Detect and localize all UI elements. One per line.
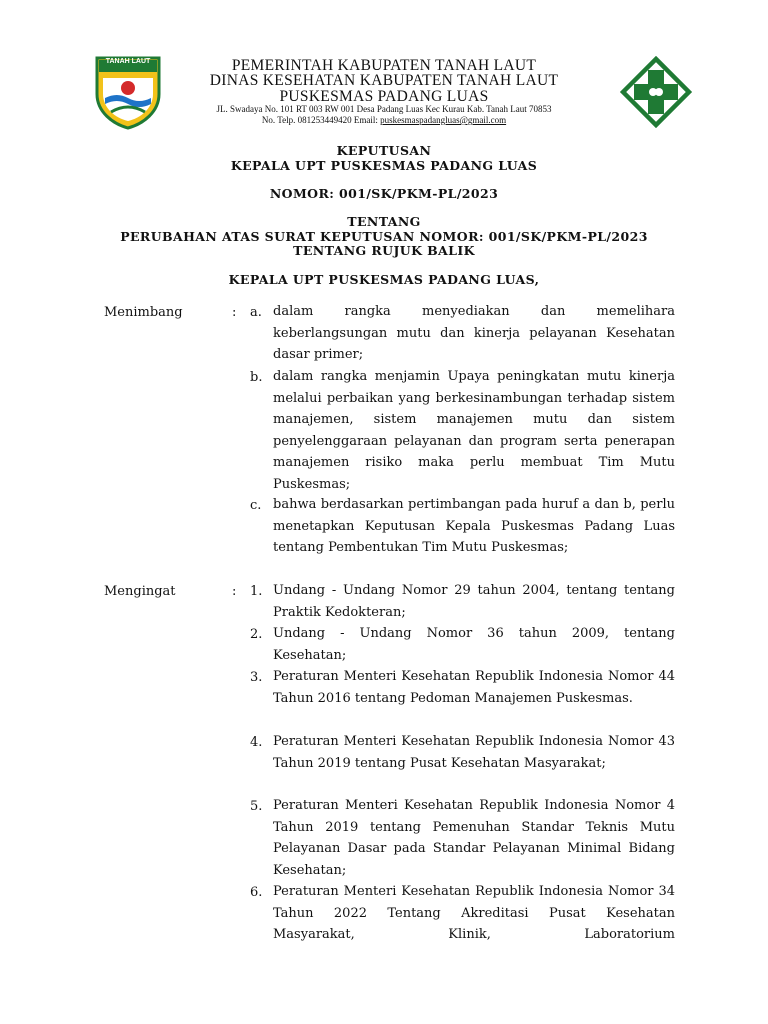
mengingat-mark-4: 4.: [250, 735, 263, 750]
doc-subject-1: PERUBAHAN ATAS SURAT KEPUTUSAN NOMOR: 001/SK/PKM-PL/2023: [120, 229, 648, 244]
menimbang-item-a: dalam rangka menyediakan dan memelihara keberlangsungan mutu dan kinerja pelayanan Kesehatan dasar primer;: [273, 304, 675, 362]
menimbang-item-b: dalam rangka menjamin Upaya peningkatan mutu kinerja melalui perbaikan yang berkesinambungan terhadap sistem manajemen, sistem manajemen mutu dan sistem penyelenggaraan pelayanan dan program serta penerapan manajemen risiko maka perlu membuat Tim Mutu Puskesmas;: [273, 369, 675, 492]
letterhead-line2: DINAS KESEHATAN KABUPATEN TANAH LAUT: [209, 72, 559, 89]
letterhead-phone: No. Telp. 081253449420 Email:: [261, 115, 381, 125]
doc-type: KEPUTUSAN: [336, 143, 432, 158]
menimbang-label: Menimbang: [104, 305, 183, 320]
letterhead-line1: PEMERINTAH KABUPATEN TANAH LAUT: [231, 57, 537, 74]
letterhead-contact: [0, 115, 768, 125]
doc-number: NOMOR: 001/SK/PKM-PL/2023: [269, 186, 499, 201]
mengingat-colon: :: [232, 584, 237, 599]
mengingat-item-4: Peraturan Menteri Kesehatan Republik Indonesia Nomor 43 Tahun 2019 tentang Pusat Kesehatan Masyarakat;: [273, 734, 675, 771]
mengingat-item-2: Undang - Undang Nomor 36 tahun 2009, tentang Kesehatan;: [273, 626, 675, 663]
mengingat-item-5: Peraturan Menteri Kesehatan Republik Indonesia Nomor 4 Tahun 2019 tentang Pemenuhan Standar Teknis Mutu Pelayanan Dasar pada Standar Pelayanan Minimal Bidang Kesehatan;: [273, 798, 675, 878]
doc-subject-2: TENTANG RUJUK BALIK: [293, 243, 475, 258]
letterhead-address: JL. Swadaya No. 101 RT 003 RW 001 Desa Padang Luas Kec Kurau Kab. Tanah Laut 70853: [216, 104, 552, 114]
menimbang-colon: :: [232, 305, 237, 320]
mengingat-mark-1: 1.: [250, 584, 263, 599]
doc-issuer: KEPALA UPT PUSKESMAS PADANG LUAS,: [228, 272, 540, 287]
letterhead-line3: PUSKESMAS PADANG LUAS: [279, 88, 489, 105]
mengingat-mark-5: 5.: [250, 799, 263, 814]
menimbang-mark-a: a.: [250, 305, 262, 320]
letterhead-email[interactable]: puskesmaspadangluas@gmail.com: [380, 115, 507, 125]
mengingat-mark-6: 6.: [250, 885, 263, 900]
menimbang-mark-c: c.: [250, 498, 262, 513]
menimbang-item-c: bahwa berdasarkan pertimbangan pada huruf a dan b, perlu menetapkan Keputusan Kepala Puskesmas Padang Luas tentang Pembentukan Tim Mutu Puskesmas;: [273, 497, 675, 555]
mengingat-item-6: Peraturan Menteri Kesehatan Republik Indonesia Nomor 34 Tahun 2022 Tentang Akreditasi Pusat Kesehatan Masyarakat, Klinik, Laboratorium: [273, 884, 675, 942]
regency-logo-text: TANAH LAUT: [105, 58, 151, 65]
doc-issuer-title: KEPALA UPT PUSKESMAS PADANG LUAS: [230, 158, 538, 173]
mengingat-item-1: Undang - Undang Nomor 29 tahun 2004, tentang tentang Praktik Kedokteran;: [273, 583, 675, 620]
mengingat-item-3: Peraturan Menteri Kesehatan Republik Indonesia Nomor 44 Tahun 2016 tentang Pedoman Manajemen Puskesmas.: [273, 669, 675, 706]
mengingat-mark-2: 2.: [250, 627, 263, 642]
menimbang-mark-b: b.: [250, 370, 263, 385]
mengingat-mark-3: 3.: [250, 670, 263, 685]
mengingat-label: Mengingat: [104, 584, 176, 599]
doc-tentang: TENTANG: [347, 214, 421, 229]
